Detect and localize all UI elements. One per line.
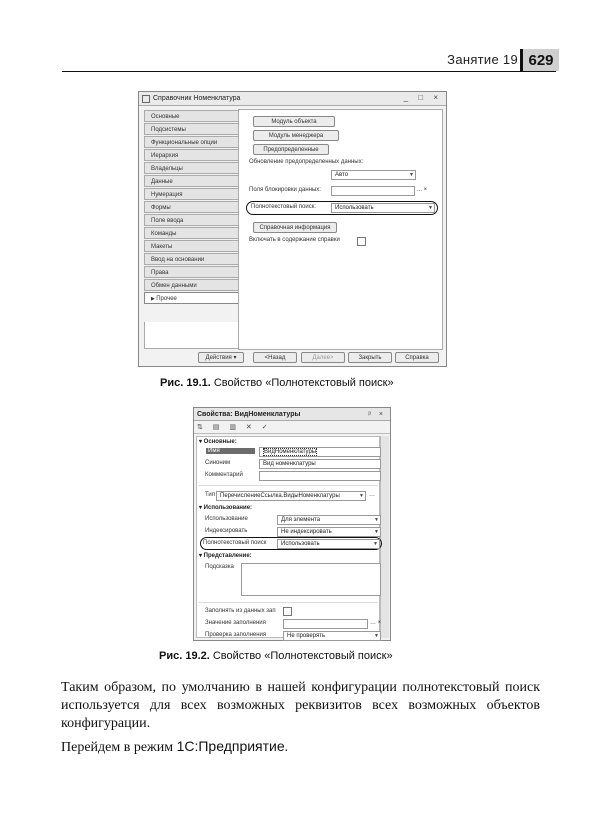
include-help-label: Включать в содержание справки xyxy=(249,237,340,243)
type-value: ПеречислениеСсылка.ВидыНоменклатуры xyxy=(220,493,340,499)
fulltext-search-value: Использовать xyxy=(335,205,374,211)
comment-input[interactable] xyxy=(259,471,381,481)
figure-2-text: Свойство «Полнотекстовый поиск» xyxy=(209,650,393,662)
comment-label: Комментарий xyxy=(205,472,243,478)
catalog-editor-window xyxy=(138,91,447,367)
body-paragraph: Таким образом, по умолчанию в нашей конфигурации полнотекстовый поиск используется для всех возможных реквизитов всех возможных объектов конфигурации. xyxy=(61,680,540,731)
manager-module-button[interactable]: Модуль менеджера xyxy=(253,130,339,141)
usage-label: Использование xyxy=(205,516,248,522)
fulltext-search-label: Полнотекстовый поиск xyxy=(203,540,267,546)
tab-templates[interactable]: Макеты xyxy=(144,240,238,252)
name-label-text: Имя xyxy=(206,448,255,454)
properties-window-controls[interactable]: ᵖ × xyxy=(368,411,386,418)
paragraph-2-prefix: Перейдем в режим xyxy=(61,740,177,755)
tab-list-filler xyxy=(144,322,239,349)
body-paragraph-2 xyxy=(61,738,288,756)
window-titlebar xyxy=(139,92,446,106)
paragraph-2-suffix: . xyxy=(284,740,289,755)
predefined-button[interactable]: Предопределенные xyxy=(253,144,329,155)
lock-fields-input[interactable] xyxy=(331,186,415,196)
figure-2-number: Рис. 19.2. xyxy=(159,650,210,662)
section-view: ▾ Представление: xyxy=(199,553,252,559)
synonym-label: Синоним xyxy=(205,460,231,466)
fill-value-buttons[interactable]: … × xyxy=(370,620,382,626)
index-select[interactable] xyxy=(277,527,381,537)
tooltip-textarea[interactable] xyxy=(241,563,381,596)
usage-value: Для элемента xyxy=(281,517,321,523)
fill-from-data-label: Заполнять из данных зап xyxy=(205,608,276,614)
lock-fields-buttons[interactable]: ... × xyxy=(417,187,428,193)
index-value: Не индексировать xyxy=(281,529,332,535)
update-predefined-label: Обновление предопределенных данных: xyxy=(249,159,364,165)
synonym-input[interactable]: Вид номенклатуры xyxy=(259,459,381,469)
properties-grid xyxy=(196,436,380,638)
tab-forms[interactable]: Формы xyxy=(144,201,238,213)
tooltip-label: Подсказка xyxy=(205,564,234,570)
section-main: ▾ Основные: xyxy=(199,439,237,445)
window-icon xyxy=(142,95,150,103)
type-more-button[interactable]: … xyxy=(369,492,375,498)
type-label: Тип xyxy=(205,492,216,498)
window-title: Справочник Номенклатура xyxy=(153,95,241,102)
figure-1-text: Свойство «Полнотекстовый поиск» xyxy=(210,377,394,389)
tab-other[interactable]: ▶ Прочее xyxy=(144,292,238,304)
window-controls[interactable]: _ □ × xyxy=(403,93,442,102)
figure-1-caption xyxy=(160,377,394,389)
chevron-down-icon: ▼ xyxy=(359,493,364,499)
tab-list xyxy=(144,110,238,305)
fill-check-label: Проверка заполнения xyxy=(205,632,267,638)
grid-line xyxy=(198,602,378,603)
fulltext-search-select[interactable] xyxy=(331,203,435,213)
chapter-label: Занятие 19 xyxy=(447,52,518,67)
chevron-down-icon: ▼ xyxy=(428,205,433,211)
tab-functional-options[interactable]: Функциональные опции xyxy=(144,136,238,148)
fill-value-label: Значение заполнения xyxy=(205,620,266,626)
tab-data-exchange[interactable]: Обмен данными xyxy=(144,279,238,291)
help-info-button[interactable]: Справочная информация xyxy=(253,222,337,233)
tab-data[interactable]: Данные xyxy=(144,175,238,187)
object-module-button[interactable]: Модуль объекта xyxy=(253,116,335,127)
fill-value-input[interactable] xyxy=(283,619,368,629)
chevron-down-icon: ▼ xyxy=(373,541,378,547)
properties-titlebar xyxy=(194,408,390,421)
lock-fields-label: Поля блокировки данных: xyxy=(249,187,321,193)
tab-input-field[interactable]: Поле ввода xyxy=(144,214,238,226)
page-number: 629 xyxy=(520,49,559,71)
usage-select[interactable] xyxy=(277,515,381,525)
tab-owners[interactable]: Владельцы xyxy=(144,162,238,174)
tab-commands[interactable]: Команды xyxy=(144,227,238,239)
fulltext-search-select[interactable] xyxy=(277,539,380,549)
tab-rights[interactable]: Права xyxy=(144,266,238,278)
update-predefined-select[interactable] xyxy=(331,170,416,180)
properties-scrollbar[interactable] xyxy=(380,436,389,638)
properties-title: Свойства: ВидНоменклатуры xyxy=(197,411,301,418)
include-help-checkbox[interactable] xyxy=(357,237,366,246)
tab-input-based-on[interactable]: Ввод на основании xyxy=(144,253,238,265)
update-predefined-value: Авто xyxy=(335,172,349,178)
back-button[interactable]: <Назад xyxy=(253,352,297,363)
next-button[interactable]: Далее> xyxy=(301,352,345,363)
chevron-down-icon: ▼ xyxy=(374,529,379,535)
grid-line xyxy=(198,485,378,486)
type-select[interactable] xyxy=(216,491,366,501)
help-button[interactable]: Справка xyxy=(395,352,439,363)
name-input[interactable] xyxy=(259,447,381,457)
mode-name: 1С:Предприятие xyxy=(176,738,285,754)
fulltext-search-label: Полнотекстовый поиск: xyxy=(251,204,317,210)
actions-button[interactable]: Действия ▾ xyxy=(198,352,244,363)
properties-toolbar[interactable]: ⇅ ▤ ▥ ✕ ✓ xyxy=(194,421,390,434)
chevron-down-icon: ▼ xyxy=(374,633,379,639)
fill-check-select[interactable] xyxy=(283,631,381,641)
tab-main[interactable]: Основные xyxy=(144,110,238,122)
section-usage: ▾ Использование: xyxy=(199,505,253,511)
chevron-down-icon: ▼ xyxy=(374,517,379,523)
tab-numbering[interactable]: Нумерация xyxy=(144,188,238,200)
chevron-down-icon: ▼ xyxy=(409,172,414,178)
fill-from-data-checkbox[interactable] xyxy=(283,607,292,616)
name-label xyxy=(204,448,255,457)
close-button[interactable]: Закрыть xyxy=(348,352,392,363)
properties-window xyxy=(193,407,391,641)
fulltext-search-value: Использовать xyxy=(281,541,320,547)
index-label: Индексировать xyxy=(205,528,248,534)
header-rule xyxy=(62,71,556,72)
figure-1-number: Рис. 19.1. xyxy=(160,377,211,389)
tab-hierarchy[interactable]: Иерархия xyxy=(144,149,238,161)
tab-content-panel xyxy=(238,109,443,350)
figure-2-caption xyxy=(159,650,393,662)
fill-check-value: Не проверять xyxy=(287,633,326,639)
tab-subsystems[interactable]: Подсистемы xyxy=(144,123,238,135)
name-value: ВидНоменклатуры xyxy=(264,449,317,455)
